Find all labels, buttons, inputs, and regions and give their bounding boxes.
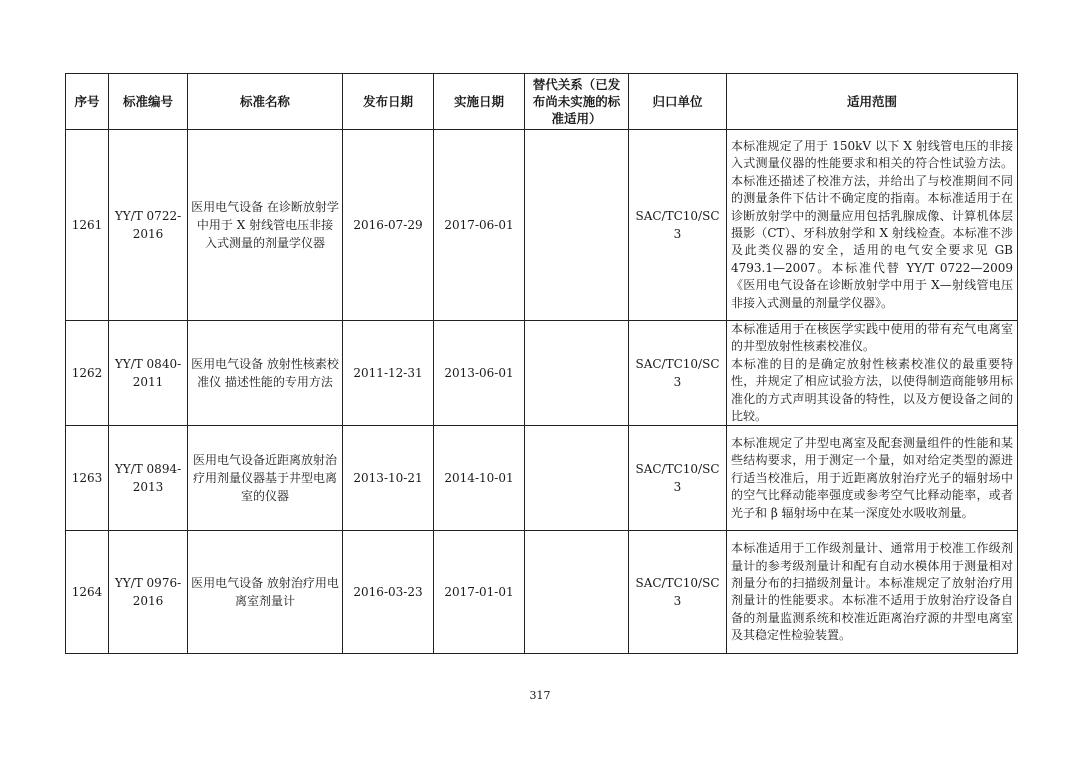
- cell-implemented: 2014-10-01: [434, 426, 525, 531]
- cell-replace: [525, 531, 629, 654]
- header-cell-unit: 归口单位: [629, 74, 727, 130]
- cell-no: 1262: [66, 321, 109, 426]
- cell-name: 医用电气设备 放射性核素校准仪 描述性能的专用方法: [188, 321, 343, 426]
- cell-scope: 本标准规定了用于 150kV 以下 X 射线管电压的非接入式测量仪器的性能要求和相关的符合性试验方法。本标准还描述了校准方法，并给出了与校准期间不同的测量条件下估计不确定度的指南。本标准适用于在诊断放射学中的测量应用包括乳腺成像、计算机体层摄影（CT）、牙科放射学和 X 射线检查。本标准不涉及此类仪器的安全，适用的电气安全要求见 GB 4793.1—2007。本标准代替 YY/T 0722—2009《医用电气设备在诊断放射学中用于 X—射线管电压非接入式测量的剂量学仪器》。: [727, 130, 1018, 321]
- cell-replace: [525, 321, 629, 426]
- header-cell-scope: 适用范围: [727, 74, 1018, 130]
- cell-name: 医用电气设备 在诊断放射学中用于 X 射线管电压非接入式测量的剂量学仪器: [188, 130, 343, 321]
- table-row: [66, 321, 1018, 426]
- cell-code: YY/T 0722- 2016: [109, 130, 188, 321]
- cell-published: 2016-07-29: [343, 130, 434, 321]
- cell-replace: [525, 426, 629, 531]
- header-row: [66, 74, 1018, 130]
- header-cell-code: 标准编号: [109, 74, 188, 130]
- cell-implemented: 2017-01-01: [434, 531, 525, 654]
- cell-scope: 本标准适用于在核医学实践中使用的带有充气电离室的井型放射性核素校准仪。 本标准的目的是确定放射性核素校准仪的最重要特性，并规定了相应试验方法，以使得制造商能够用标准化的方式声明其设备的特性，以及方便设备之间的比较。: [727, 321, 1018, 426]
- cell-published: 2013-10-21: [343, 426, 434, 531]
- header-cell-implemented: 实施日期: [434, 74, 525, 130]
- cell-name: 医用电气设备近距离放射治疗用剂量仪器基于井型电离室的仪器: [188, 426, 343, 531]
- cell-implemented: 2013-06-01: [434, 321, 525, 426]
- cell-no: 1263: [66, 426, 109, 531]
- cell-unit: SAC/TC10/SC 3: [629, 130, 727, 321]
- table-row: [66, 426, 1018, 531]
- cell-no: 1261: [66, 130, 109, 321]
- cell-code: YY/T 0840- 2011: [109, 321, 188, 426]
- cell-replace: [525, 130, 629, 321]
- header-cell-published: 发布日期: [343, 74, 434, 130]
- cell-unit: SAC/TC10/SC 3: [629, 321, 727, 426]
- standards-table: [65, 73, 1018, 654]
- table-row: [66, 130, 1018, 321]
- page-number: 317: [529, 689, 551, 702]
- table-row: [66, 531, 1018, 654]
- cell-code: YY/T 0894- 2013: [109, 426, 188, 531]
- cell-implemented: 2017-06-01: [434, 130, 525, 321]
- cell-published: 2011-12-31: [343, 321, 434, 426]
- cell-published: 2016-03-23: [343, 531, 434, 654]
- cell-unit: SAC/TC10/SC 3: [629, 531, 727, 654]
- header-cell-no: 序号: [66, 74, 109, 130]
- cell-name: 医用电气设备 放射治疗用电离室剂量计: [188, 531, 343, 654]
- cell-code: YY/T 0976- 2016: [109, 531, 188, 654]
- cell-scope: 本标准规定了井型电离室及配套测量组件的性能和某些结构要求，用于测定一个量，如对给定类型的源进行适当校准后，用于近距离放射治疗光子的辐射场中的空气比释动能率强度或参考空气比释动能率，或者光子和 β 辐射场中在某一深度处水吸收剂量。: [727, 426, 1018, 531]
- header-cell-replace: 替代关系（已发布尚未实施的标准适用）: [525, 74, 629, 130]
- header-cell-name: 标准名称: [188, 74, 343, 130]
- cell-unit: SAC/TC10/SC 3: [629, 426, 727, 531]
- cell-scope: 本标准适用于工作级剂量计、通常用于校准工作级剂量计的参考级剂量计和配有自动水模体用于测量相对剂量分布的扫描级剂量计。本标准规定了放射治疗用剂量计的性能要求。本标准不适用于放射治疗设备自备的剂量监测系统和校准近距离治疗源的井型电离室及其稳定性检验装置。: [727, 531, 1018, 654]
- cell-no: 1264: [66, 531, 109, 654]
